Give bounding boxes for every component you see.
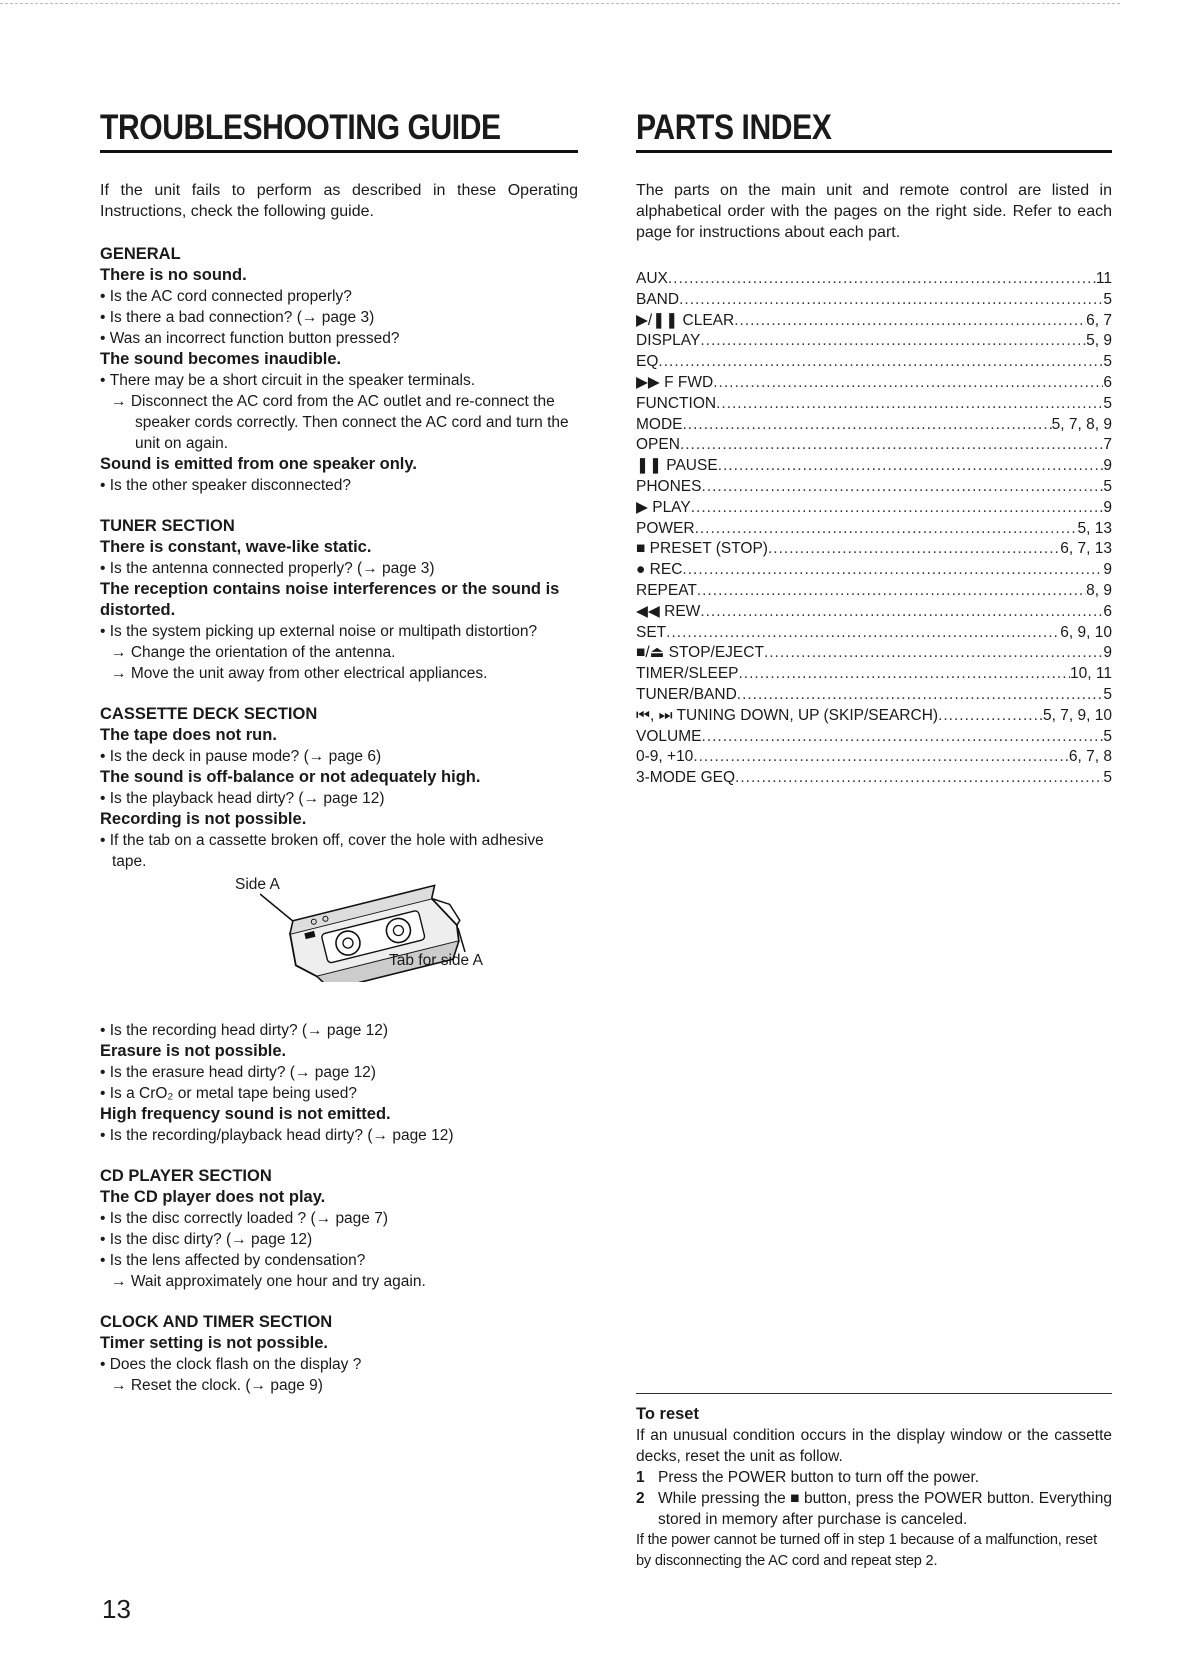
dot-leader — [764, 643, 1103, 664]
troubleshooting-title: TROUBLESHOOTING GUIDE — [100, 108, 501, 147]
parts-index-title: PARTS INDEX — [636, 108, 832, 147]
section-cassette-heading: CASSETTE DECK SECTION — [100, 705, 318, 723]
parts-index-row — [636, 498, 1112, 519]
part-page-ref: 9 — [1103, 561, 1112, 579]
parts-index-row — [636, 643, 1112, 664]
part-page-ref: 6 — [1103, 602, 1112, 620]
part-page-ref: 5 — [1103, 727, 1112, 745]
remedy-item: → Reset the clock. (→ page 9) — [100, 1375, 578, 1396]
section-cd-heading: CD PLAYER SECTION — [100, 1167, 272, 1185]
part-name: 0-9, +10 — [636, 748, 694, 766]
check-item: • Is the erasure head dirty? (→ page 12) — [100, 1062, 578, 1083]
check-item: • Is there a bad connection? (→ page 3) — [100, 307, 578, 328]
dot-leader — [701, 727, 1103, 748]
part-name: ▶ PLAY — [636, 498, 691, 516]
check-item: • There may be a short circuit in the speaker terminals. — [100, 370, 578, 391]
parts-index-row — [636, 768, 1112, 789]
part-page-ref: 7 — [1103, 436, 1112, 454]
question: Erasure is not possible. — [100, 1042, 287, 1060]
part-name: ■/⏏ STOP/EJECT — [636, 644, 764, 662]
check-item: • Is a CrO₂ or metal tape being used? — [100, 1083, 578, 1104]
part-page-ref: 5, 9 — [1086, 332, 1112, 350]
parts-index-row — [636, 581, 1112, 602]
parts-index-row — [636, 290, 1112, 311]
parts-index-row — [636, 269, 1112, 290]
part-name: ❚❚ PAUSE — [636, 457, 718, 475]
reset-step — [636, 1467, 1112, 1488]
question: The CD player does not play. — [100, 1188, 326, 1206]
part-name: AUX — [636, 270, 668, 287]
cassette-figure — [100, 872, 578, 1020]
part-page-ref: 6, 7, 8 — [1068, 748, 1112, 766]
question: The reception contains noise interferences or the sound is distorted. — [100, 580, 560, 619]
part-page-ref: 5 — [1103, 685, 1112, 703]
part-page-ref: 9 — [1103, 498, 1112, 516]
part-name: TIMER/SLEEP — [636, 665, 739, 683]
remedy-item: → Move the unit away from other electrical appliances. — [100, 663, 578, 684]
parts-index-row — [636, 456, 1112, 477]
dot-leader — [734, 311, 1086, 332]
step-text: While pressing the ■ button, press the POWER button. Everything stored in memory after purchase is canceled. — [658, 1490, 1112, 1528]
dot-leader — [737, 685, 1104, 706]
parts-index-row — [636, 664, 1112, 685]
part-page-ref: 6 — [1103, 373, 1112, 391]
dot-leader — [680, 435, 1103, 456]
question: There is no sound. — [100, 266, 247, 284]
section-tuner-heading: TUNER SECTION — [100, 517, 235, 535]
question: The sound is off-balance or not adequately high. — [100, 768, 481, 786]
check-item: • Is the lens affected by condensation? — [100, 1250, 578, 1271]
part-page-ref: 10, 11 — [1070, 665, 1112, 683]
dot-leader — [668, 269, 1096, 290]
troubleshooting-guide — [100, 108, 578, 1396]
parts-index-row — [636, 560, 1112, 581]
section-clock-heading: CLOCK AND TIMER SECTION — [100, 1313, 333, 1331]
part-name: ▶▶ F FWD — [636, 373, 714, 391]
remedy-item: → Wait approximately one hour and try again. — [100, 1271, 578, 1292]
question: High frequency sound is not emitted. — [100, 1105, 391, 1123]
parts-index-row — [636, 477, 1112, 498]
parts-index-row — [636, 415, 1112, 436]
dot-leader — [658, 352, 1103, 373]
part-name: POWER — [636, 519, 695, 537]
dot-leader — [713, 373, 1103, 394]
reset-intro: If an unusual condition occurs in the display window or the cassette decks, reset the unit as follow. — [636, 1427, 1112, 1465]
dot-leader — [682, 560, 1103, 581]
part-page-ref: 9 — [1103, 644, 1112, 662]
parts-index-row — [636, 373, 1112, 394]
parts-index-row — [636, 311, 1112, 332]
dot-leader — [691, 498, 1104, 519]
part-page-ref: 5 — [1103, 477, 1112, 495]
check-item: • Is the system picking up external noise or multipath distortion? — [100, 621, 578, 642]
step-number: 1 — [636, 1469, 645, 1486]
question: The tape does not run. — [100, 726, 277, 744]
part-page-ref: 5 — [1103, 290, 1112, 308]
question: Timer setting is not possible. — [100, 1334, 328, 1352]
tab-label: Tab for side A — [389, 952, 483, 969]
dot-leader — [716, 394, 1103, 415]
parts-index-row — [636, 519, 1112, 540]
part-name: 3-MODE GEQ — [636, 769, 736, 787]
check-item: • Is the other speaker disconnected? — [100, 475, 578, 496]
troubleshooting-intro: If the unit fails to perform as described in these Operating Instructions, check the following guide. — [100, 182, 578, 220]
parts-index-row — [636, 706, 1112, 727]
part-page-ref: 5, 13 — [1077, 519, 1112, 537]
reset-section — [636, 1393, 1112, 1572]
dot-leader — [739, 664, 1071, 685]
parts-index-row — [636, 435, 1112, 456]
parts-index-row — [636, 747, 1112, 768]
part-name: MODE — [636, 415, 683, 433]
check-item: • Is the disc correctly loaded ? (→ page 7) — [100, 1208, 578, 1229]
parts-index — [636, 108, 1112, 789]
check-item: • If the tab on a cassette broken off, cover the hole with adhesive tape. — [100, 830, 578, 872]
part-name: BAND — [636, 290, 680, 308]
dot-leader — [683, 415, 1052, 436]
dot-leader — [679, 290, 1103, 311]
dot-leader — [700, 331, 1086, 352]
reset-note: If the power cannot be turned off in step 1 because of a malfunction, reset by disconnecting the AC cord and repeat step 2. — [636, 1532, 1097, 1569]
scan-top-edge — [0, 3, 1120, 4]
part-name: ● REC — [636, 561, 683, 579]
section-general-heading: GENERAL — [100, 245, 181, 263]
remedy-item: → Change the orientation of the antenna. — [100, 642, 578, 663]
part-name: ◀◀ REW — [636, 602, 701, 620]
parts-index-row — [636, 602, 1112, 623]
dot-leader — [666, 623, 1060, 644]
part-name: TUNER/BAND — [636, 685, 737, 703]
part-name: ■ PRESET (STOP) — [636, 540, 768, 558]
part-page-ref: 5 — [1103, 353, 1112, 371]
check-item: • Was an incorrect function button pressed? — [100, 328, 578, 349]
part-name: SET — [636, 623, 667, 641]
parts-index-row — [636, 623, 1112, 644]
dot-leader — [718, 456, 1104, 477]
dot-leader — [693, 747, 1069, 768]
part-name: PHONES — [636, 477, 702, 495]
part-page-ref: 6, 7 — [1086, 311, 1112, 329]
part-page-ref: 9 — [1103, 457, 1112, 475]
title-rule — [100, 150, 578, 153]
part-name: EQ — [636, 353, 659, 371]
part-name: ⏮, ⏭ TUNING DOWN, UP (SKIP/SEARCH) — [636, 706, 939, 724]
part-name: FUNCTION — [636, 394, 717, 412]
check-item: • Does the clock flash on the display ? — [100, 1354, 578, 1375]
parts-index-row — [636, 539, 1112, 560]
check-item: • Is the recording head dirty? (→ page 12) — [100, 1020, 578, 1041]
dot-leader — [735, 768, 1103, 789]
check-item: • Is the AC cord connected properly? — [100, 286, 578, 307]
dot-leader — [695, 519, 1078, 540]
part-page-ref: 6, 9, 10 — [1060, 623, 1112, 641]
part-name: VOLUME — [636, 727, 702, 745]
parts-index-intro: The parts on the main unit and remote control are listed in alphabetical order with the pages on the right side. Refer to each page for instructions about each part. — [636, 182, 1112, 241]
part-page-ref: 5, 7, 9, 10 — [1043, 706, 1112, 724]
remedy-item: → Disconnect the AC cord from the AC outlet and re-connect the speaker cords correctly. Then connect the AC cord and turn the unit on again. — [100, 391, 578, 454]
parts-index-row — [636, 685, 1112, 706]
title-rule — [636, 150, 1112, 153]
check-item: • Is the playback head dirty? (→ page 12) — [100, 788, 578, 809]
parts-index-row — [636, 394, 1112, 415]
question: Sound is emitted from one speaker only. — [100, 455, 417, 473]
dot-leader — [938, 706, 1043, 727]
parts-index-row — [636, 727, 1112, 748]
part-page-ref: 5 — [1103, 394, 1112, 412]
dot-leader — [697, 581, 1086, 602]
dot-leader — [700, 602, 1103, 623]
dot-leader — [701, 477, 1103, 498]
reset-title: To reset — [636, 1405, 699, 1423]
step-text: Press the POWER button to turn off the power. — [658, 1469, 980, 1486]
question: There is constant, wave-like static. — [100, 538, 372, 556]
question: Recording is not possible. — [100, 810, 307, 828]
part-page-ref: 8, 9 — [1086, 581, 1112, 599]
part-page-ref: 5, 7, 8, 9 — [1051, 415, 1112, 433]
part-page-ref: 11 — [1095, 270, 1112, 287]
step-number: 2 — [636, 1490, 645, 1507]
question: The sound becomes inaudible. — [100, 350, 342, 368]
dot-leader — [768, 539, 1060, 560]
reset-step — [636, 1488, 1112, 1530]
part-name: DISPLAY — [636, 332, 701, 350]
page-number: 13 — [102, 1594, 131, 1624]
parts-index-list — [636, 269, 1112, 789]
check-item: • Is the recording/playback head dirty? (→ page 12) — [100, 1125, 578, 1146]
side-a-label: Side A — [235, 876, 280, 893]
parts-index-row — [636, 352, 1112, 373]
part-name: ▶/❚❚ CLEAR — [636, 311, 735, 329]
parts-index-row — [636, 331, 1112, 352]
part-name: REPEAT — [636, 581, 697, 599]
check-item: • Is the antenna connected properly? (→ page 3) — [100, 558, 578, 579]
part-page-ref: 5 — [1103, 769, 1112, 787]
check-item: • Is the disc dirty? (→ page 12) — [100, 1229, 578, 1250]
part-name: OPEN — [636, 436, 680, 454]
part-page-ref: 6, 7, 13 — [1060, 540, 1112, 558]
check-item: • Is the deck in pause mode? (→ page 6) — [100, 746, 578, 767]
